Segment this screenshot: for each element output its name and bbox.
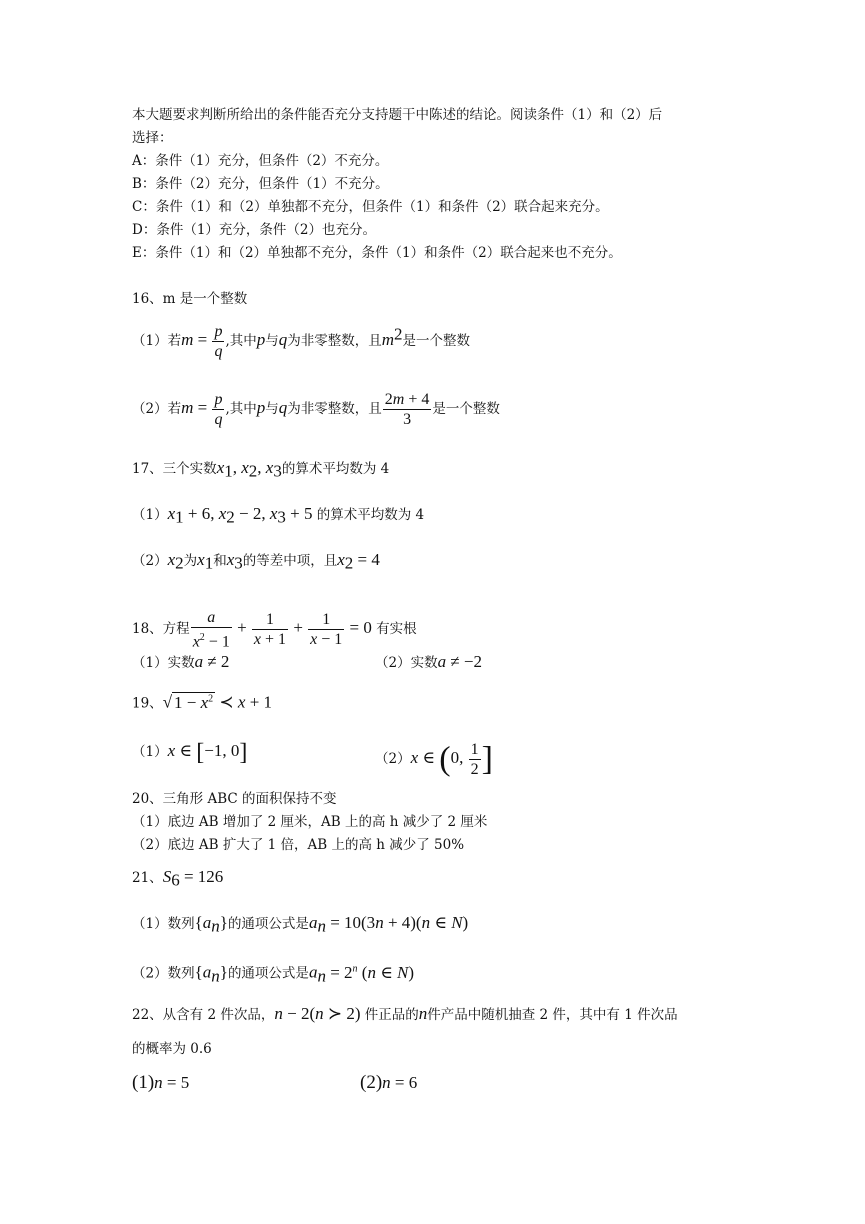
q18-condition-1: （1）实数a ≠ 2 — [132, 652, 230, 671]
q21-stem: 21、$S_6 = 126$ — [132, 867, 224, 890]
option-d: D：条件（1）充分，条件（2）也充分。 — [132, 222, 377, 238]
q22-condition-2: (2)n = 6 — [360, 1072, 418, 1093]
q17-condition-1: $(1)x_1 + 6$, $x_2 - 2$, $x_3 + 5$ 的算术平均数为 4 — [132, 504, 425, 527]
q22-stem: 22、从含有 2 件次品，n − 2(n ≻ 2) 件正品的n件产品中随机抽查 2 件，其中有 1 件次品 — [132, 1004, 678, 1023]
option-a: A：条件（1）充分，但条件（2）不充分。 — [132, 153, 389, 169]
q21-condition-1: （1）数列$\{a_n\}$的通项公式是$a_n = 10(3n + 4)(n$ ∈ N) — [132, 913, 469, 936]
q16-condition-2: （2）若m = $\frac{p}{q}$ ,其中p与q为非零整数，且 $\frac{2m + 4}{3}$ 是一个整数 — [132, 391, 500, 428]
q22-stem-line-2: 的概率为 0.6 — [132, 1041, 212, 1057]
q18-condition-2: （2）实数a ≠ −2 — [375, 652, 483, 671]
option-b: B：条件（2）充分，但条件（1）不充分。 — [132, 176, 389, 192]
q19-stem: 19、√ $1 - x^2$ ≺ x + 1 — [132, 692, 273, 712]
q18-stem: 18、方程 $\frac{a}{x^2 - 1}$ + $\frac{1}{x + 1}$ + $\frac{1}{x - 1}$ = 0 有实根 — [132, 609, 417, 651]
intro-line-2: 选择： — [132, 130, 173, 146]
q17-stem: 17、三个实数$x_1$, $x_2$, $x_3$的算术平均数为 4 — [132, 458, 390, 481]
q20-stem: 20、三角形 ABC 的面积保持不变 — [132, 791, 337, 807]
q21-condition-2: （2）数列$\{a_n\}$的通项公式是$a_n = 2^n$ (n ∈ N) — [132, 962, 415, 986]
q17-condition-2: $(2)x_2$为$x_1$和$x_3$的等差中项，且$x_2 = 4$ — [132, 550, 380, 573]
q16-condition-1: （1）若m = $\frac{p}{q}$ ,其中p与q为非零整数，且$m^2$是一个整数 — [132, 323, 471, 360]
q20-condition-2: （2）底边 AB 扩大了 1 倍，AB 上的高 h 减少了 50% — [132, 837, 465, 853]
q22-condition-1: (1)n = 5 — [132, 1072, 190, 1093]
q19-condition-1: （1）x ∈ [−1, 0] — [132, 739, 248, 766]
option-e: E：条件（1）和（2）单独都不充分，条件（1）和条件（2）联合起来也不充分。 — [132, 245, 622, 261]
intro-line-1: 本大题要求判断所给出的条件能否充分支持题干中陈述的结论。阅读条件（1）和（2）后 — [132, 107, 663, 123]
q16-stem: 16、m 是一个整数 — [132, 291, 248, 307]
q20-condition-1: （1）底边 AB 增加了 2 厘米，AB 上的高 h 减少了 2 厘米 — [132, 814, 488, 830]
q19-condition-2: （2）x ∈ (0, $\frac{1}{2}$ ] — [375, 740, 493, 778]
option-c: C：条件（1）和（2）单独都不充分，但条件（1）和条件（2）联合起来充分。 — [132, 199, 609, 215]
